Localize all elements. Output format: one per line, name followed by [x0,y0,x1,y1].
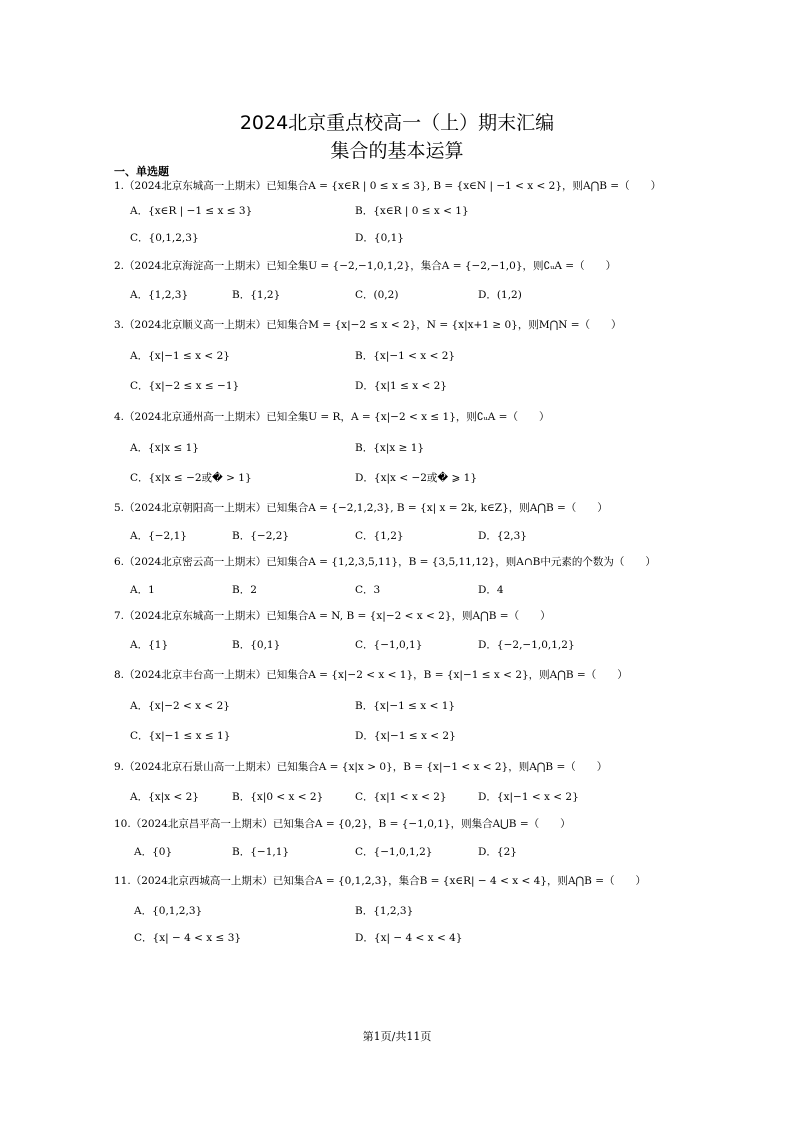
question-8: 8.（2024北京丰台高一上期末）已知集合A = {x|−2 < x < 1}，B = {x|−1 ≤ x < 2}，则A⋂B =（ ） [114,669,628,681]
option-b: B．{x|0 < x < 2} [232,791,324,803]
option-c: C．{−1,0,1,2} [355,846,433,858]
option-b: B．{1,2,3} [355,905,414,917]
option-a: A．{x|x < 2} [130,791,199,803]
option-c: C．(0,2) [355,289,399,301]
option-d: D．{−2,−1,0,1,2} [478,639,575,651]
option-c: C．{x|1 < x < 2} [355,791,447,803]
option-c: C．{x| − 4 < x ≤ 3} [134,932,242,944]
option-b: B．{−1,1} [232,846,290,858]
option-d: D．{x|−1 < x < 2} [478,791,579,803]
question-10: 10.（2024北京昌平高一上期末）已知集合A = {0,2}，B = {−1,0,1}，则集合A⋃B =（ ） [114,818,571,830]
option-a: A．{0,1,2,3} [134,905,203,917]
option-b: B．{1,2} [232,289,281,301]
option-c: C．3 [355,584,381,596]
option-b: B．{x|−1 ≤ x < 1} [355,700,456,712]
option-b: B．{0,1} [232,639,281,651]
question-9: 9.（2024北京石景山高一上期末）已知集合A = {x|x > 0}，B = {x|−1 < x < 2}，则A⋂B =（ ） [114,761,608,773]
option-c: C．{x|−2 ≤ x ≤ −1} [130,380,240,392]
option-c: C．{1,2} [355,530,404,542]
option-a: A．{1,2,3} [130,289,189,301]
question-5: 5.（2024北京朝阳高一上期末）已知集合A = {−2,1,2,3}, B = {x| x = 2k, k∈Z}，则A⋂B =（ ） [114,502,608,514]
option-d: D．{x|1 ≤ x < 2} [355,380,447,392]
question-2: 2.（2024北京海淀高一上期末）已知全集U = {−2,−1,0,1,2}，集合A = {−2,−1,0}，则∁ᵤA =（ ） [114,260,617,272]
option-b: B．{x|−1 < x < 2} [355,350,456,362]
question-3: 3.（2024北京顺义高一上期末）已知集合M = {x|−2 ≤ x < 2}，N = {x|x+1 ≥ 0}，则M⋂N =（ ） [114,319,622,331]
option-c: C．{x|x ≤ −2或� > 1} [130,472,252,484]
option-c: C．{−1,0,1} [355,639,423,651]
option-b: B．{x|x ≥ 1} [355,442,425,454]
option-a: A．{x|−2 < x < 2} [130,700,230,712]
option-b: B．{x∈R | 0 ≤ x < 1} [355,205,469,217]
option-a: A．{x|x ≤ 1} [130,442,199,454]
option-a: A．{x|−1 ≤ x < 2} [130,350,230,362]
page-footer: 第1页/共11页 [362,1030,432,1043]
option-d: D．{2,3} [478,530,527,542]
option-d: D．(1,2) [478,289,522,301]
section-heading: 一、单选题 [114,165,169,178]
option-d: D．{x|−1 ≤ x < 2} [355,730,456,742]
option-a: A．{−2,1} [130,530,187,542]
question-1: 1.（2024北京东城高一上期末）已知集合A = {x∈R | 0 ≤ x ≤ 3}, B = {x∈N | −1 < x < 2}，则A⋂B =（ ） [114,180,662,192]
option-b: B．{−2,2} [232,530,290,542]
option-c: C．{x|−1 ≤ x ≤ 1} [130,730,231,742]
question-11: 11.（2024北京西城高一上期末）已知集合A = {0,1,2,3}，集合B = {x∈R| − 4 < x < 4}，则A⋂B =（ ） [114,875,647,887]
question-4: 4.（2024北京通州高一上期末）已知全集U = R，A = {x|−2 < x ≤ 1}，则∁ᵤA =（ ） [114,411,550,423]
question-6: 6.（2024北京密云高一上期末）已知集合A = {1,2,3,5,11}，B = {3,5,11,12}，则A∩B中元素的个数为（ ） [114,556,656,568]
document-title: 2024北京重点校高一（上）期末汇编 [239,112,555,134]
option-a: A．1 [130,584,155,596]
option-a: A．{0} [134,846,173,858]
option-d: D．{2} [478,846,517,858]
option-d: D．{x| − 4 < x < 4} [355,932,463,944]
option-d: D．{x|x < −2或� ⩾ 1} [355,472,478,484]
option-d: D．4 [478,584,504,596]
question-7: 7.（2024北京东城高一上期末）已知集合A = N, B = {x|−2 < x < 2}，则A⋂B =（ ） [114,610,551,622]
document-subtitle: 集合的基本运算 [330,140,464,162]
option-b: B．2 [232,584,257,596]
option-a: A．{1} [130,639,169,651]
option-c: C．{0,1,2,3} [130,232,199,244]
option-a: A．{x∈R | −1 ≤ x ≤ 3} [130,205,253,217]
option-d: D．{0,1} [355,232,404,244]
